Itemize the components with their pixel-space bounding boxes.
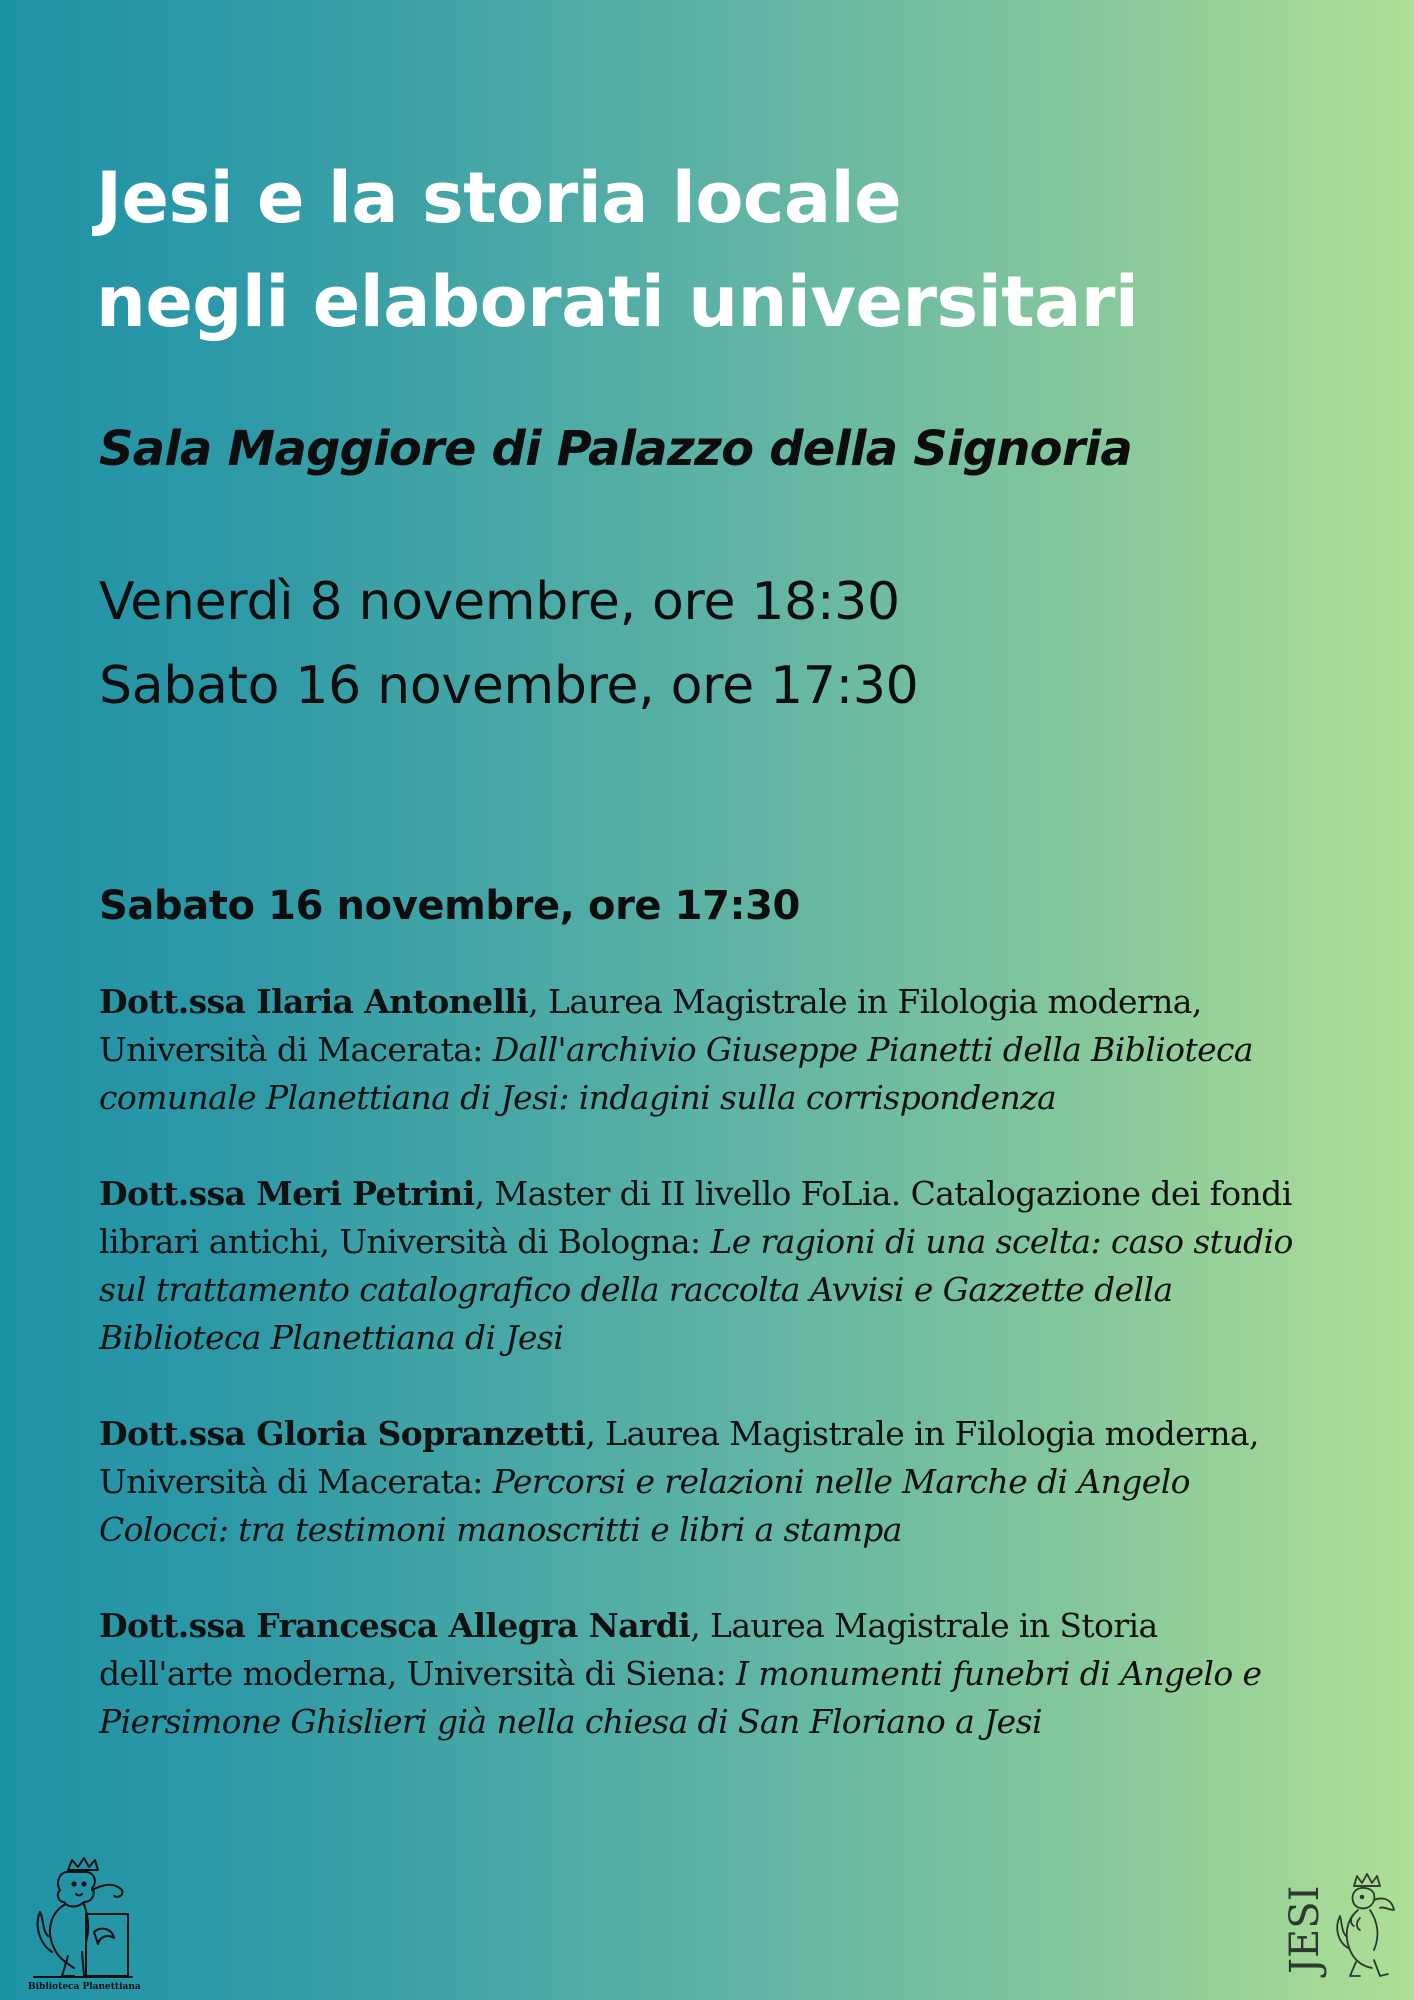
talk-item bbox=[99, 1170, 1299, 1362]
logo-caption: Biblioteca Planettiana bbox=[28, 1982, 141, 1992]
talk-title: Le ragioni di una scelta: caso studio sul trattamento catalografico della raccolta Avvisi e Gazzette della Biblioteca Planettiana di Jesi bbox=[99, 1222, 1293, 1357]
page-title bbox=[96, 146, 1326, 354]
talk-item bbox=[99, 1602, 1299, 1746]
talk-list bbox=[99, 978, 1299, 1794]
jesi-city-logo bbox=[1284, 1870, 1404, 1980]
biblioteca-planettiana-logo bbox=[28, 1856, 141, 1996]
talk-item bbox=[99, 978, 1299, 1122]
talk-title: Percorsi e relazioni nelle Marche di Angelo Colocci: tra testimoni manoscritti e libri a stampa bbox=[99, 1462, 1190, 1549]
talk-speaker: Dott.ssa Meri Petrini bbox=[99, 1174, 475, 1213]
talk-item bbox=[99, 1410, 1299, 1554]
venue: Sala Maggiore di Palazzo della Signoria bbox=[99, 421, 1132, 477]
talk-affiliation: , Master di II livello FoLia. Catalogazione dei fondi librari antichi, Università di Bologna: bbox=[99, 1174, 1292, 1261]
session-heading: Sabato 16 novembre, ore 17:30 bbox=[99, 883, 800, 929]
crowned-lion-icon bbox=[1337, 1874, 1394, 1976]
event-dates bbox=[99, 560, 918, 728]
talk-title: Dall'archivio Giuseppe Pianetti della Biblioteca comunale Planettiana di Jesi: indagini sulla corrispondenza bbox=[99, 1030, 1253, 1117]
talk-speaker: Dott.ssa Francesca Allegra Nardi bbox=[99, 1606, 691, 1645]
event-date-2: Sabato 16 novembre, ore 17:30 bbox=[99, 656, 919, 716]
talk-affiliation: , Laurea Magistrale in Storia dell'arte moderna, Università di Siena: bbox=[99, 1606, 1158, 1693]
jesi-wordmark: JESI bbox=[1284, 1885, 1328, 1974]
title-line-1: Jesi e la storia locale bbox=[96, 157, 902, 239]
talk-speaker: Dott.ssa Gloria Sopranzetti bbox=[99, 1414, 586, 1453]
talk-title: I monumenti funebri di Angelo e Piersimone Ghislieri già nella chiesa di San Floriano a Jesi bbox=[99, 1654, 1262, 1741]
talk-affiliation: , Laurea Magistrale in Filologia moderna, Università di Macerata: bbox=[99, 982, 1202, 1069]
lion-rampant-icon bbox=[28, 1856, 138, 1980]
talk-affiliation: , Laurea Magistrale in Filologia moderna, Università di Macerata: bbox=[99, 1414, 1259, 1501]
title-line-2: negli elaborati universitari bbox=[96, 261, 1139, 343]
talk-speaker: Dott.ssa Ilaria Antonelli bbox=[99, 982, 529, 1021]
event-date-1: Venerdì 8 novembre, ore 18:30 bbox=[99, 572, 900, 632]
